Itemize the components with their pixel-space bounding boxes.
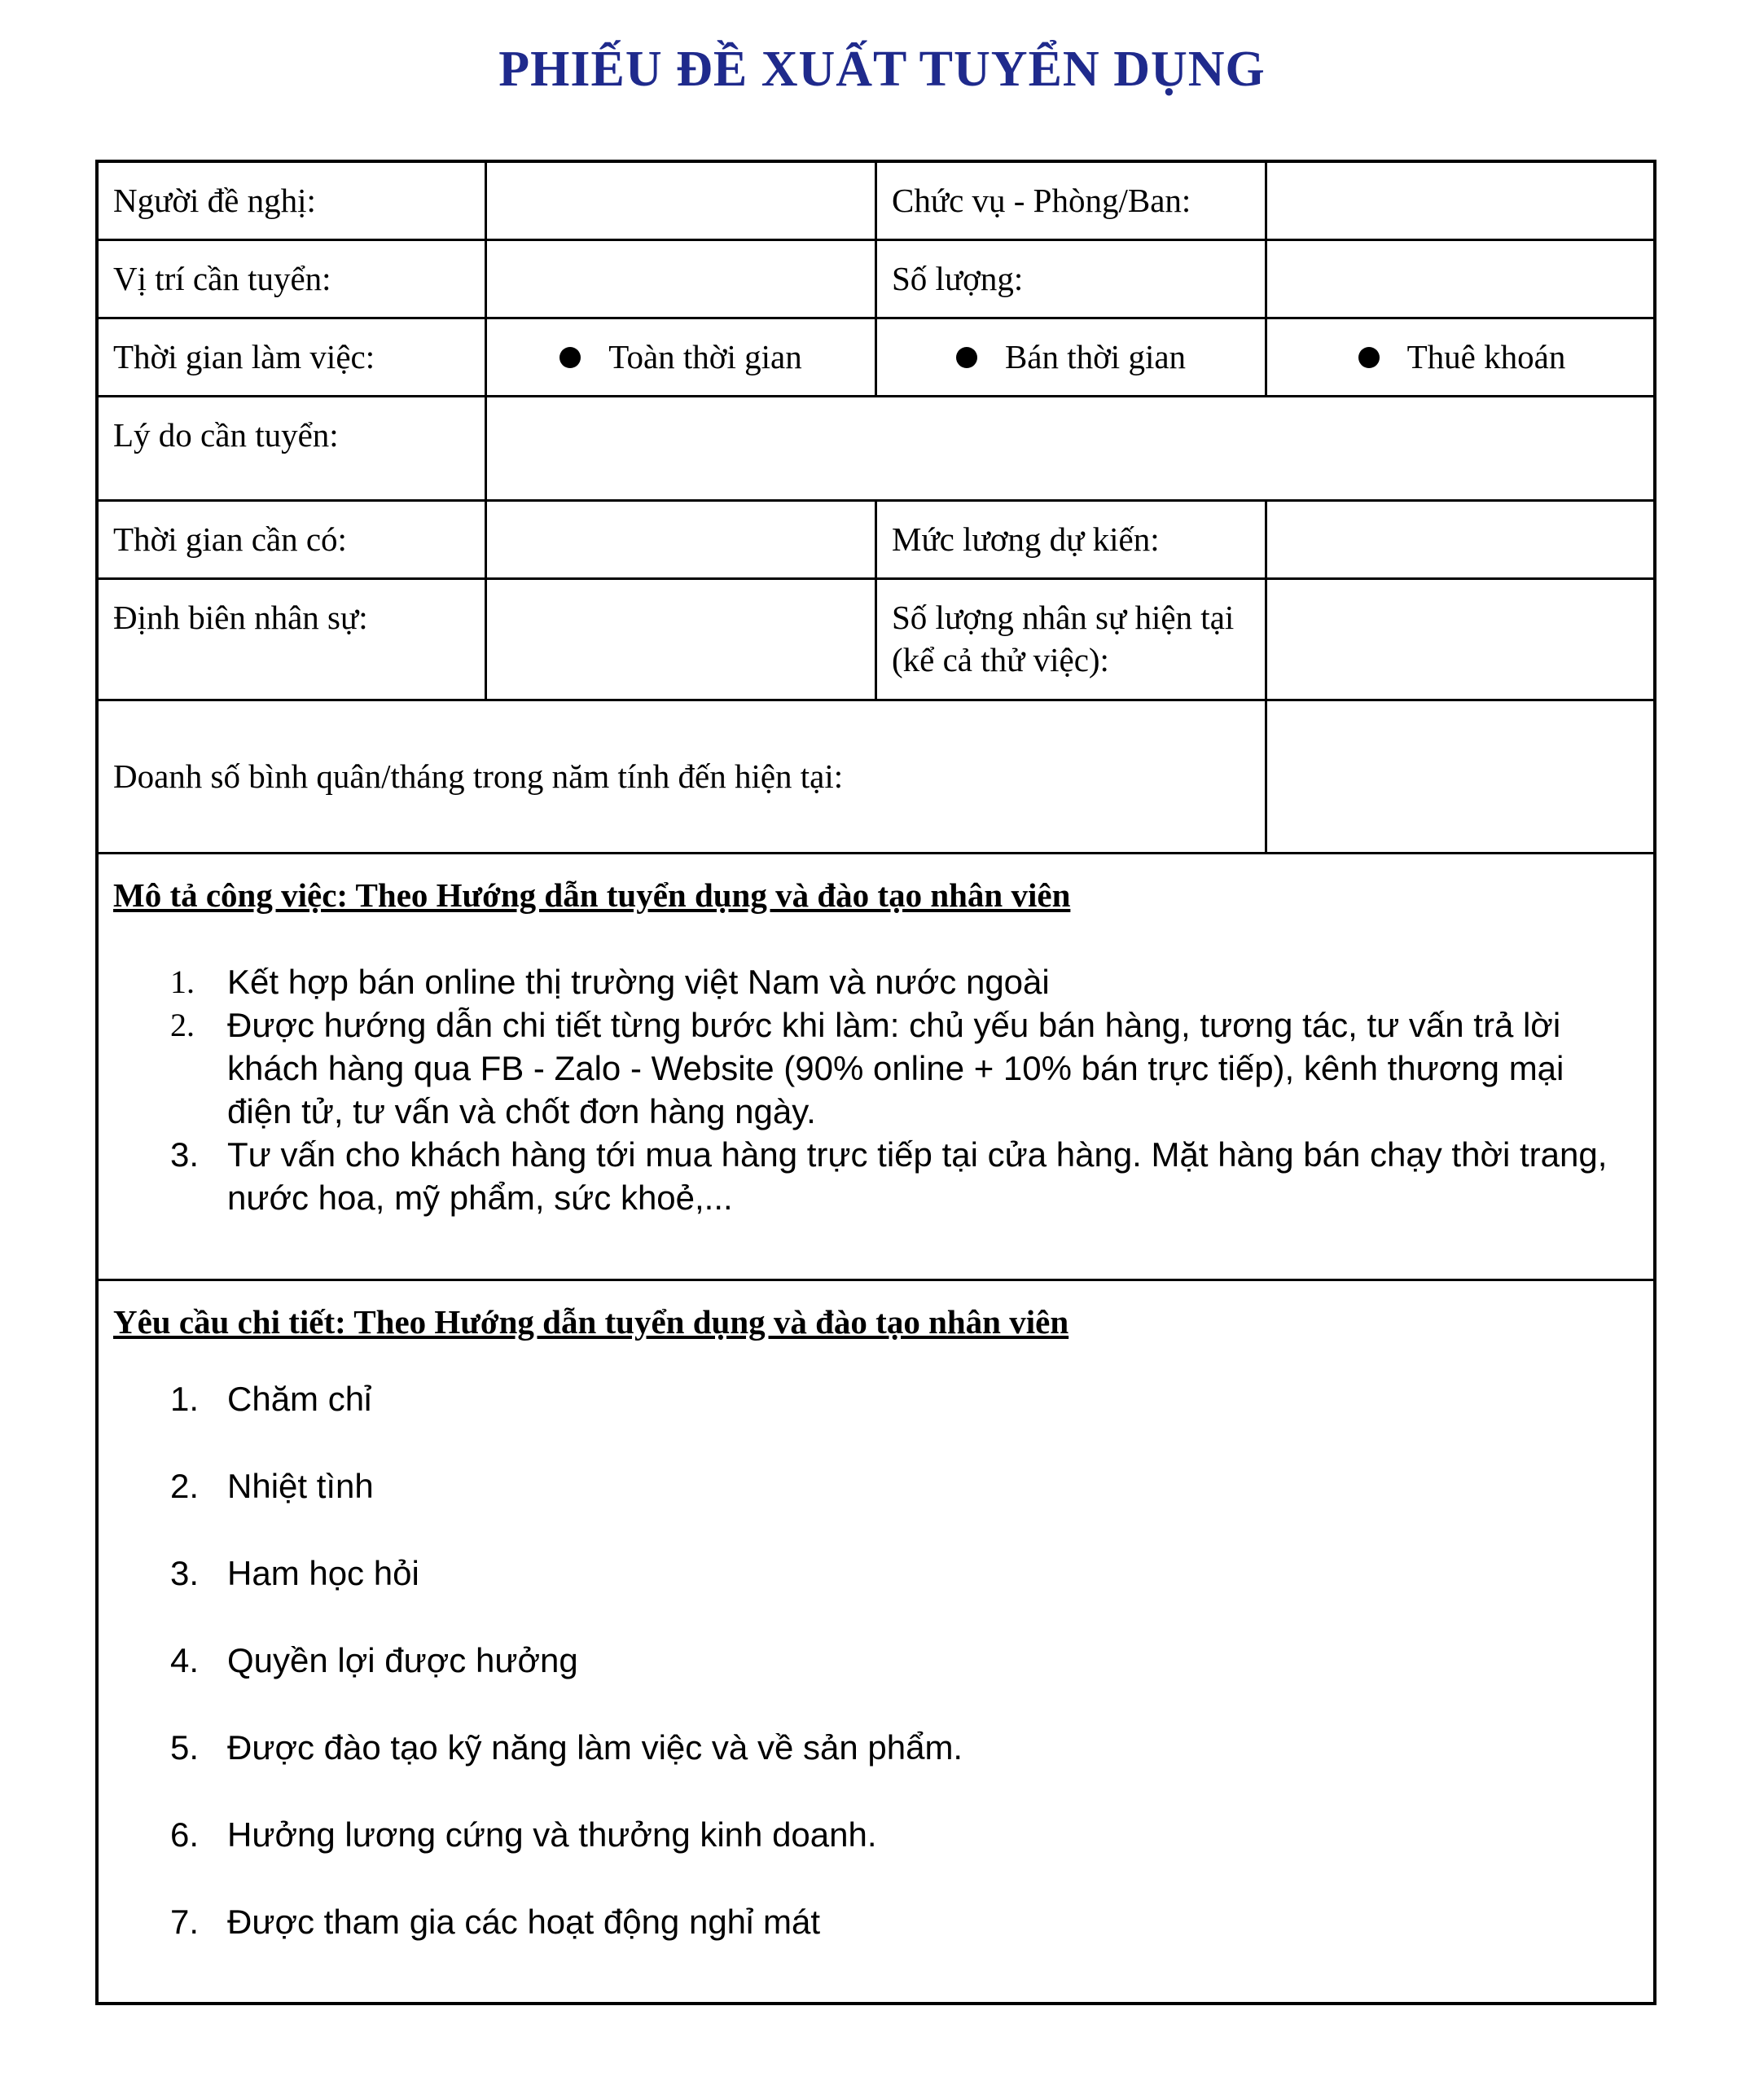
expected-salary-field[interactable]: [1267, 502, 1656, 580]
list-number: 1.: [170, 1380, 200, 1418]
list-number: 4.: [170, 1641, 200, 1679]
list-text: Quyền lợi được hưởng: [227, 1641, 578, 1679]
bullet-icon: [559, 347, 581, 368]
work-time-option-contract[interactable]: [1267, 319, 1656, 397]
page-title: PHIẾU ĐỀ XUẤT TUYỂN DỤNG: [498, 42, 1266, 97]
work-time-option-parttime[interactable]: [877, 319, 1267, 397]
list-number: 3.: [170, 1554, 200, 1592]
job-position-label: Vị trí cần tuyển:: [99, 241, 487, 319]
list-number: 6.: [170, 1815, 200, 1854]
requester-label: Người đề nghị:: [99, 163, 487, 241]
requirements-heading: Yêu cầu chi tiết: Theo Hướng dẫn tuyển dụng và đào tạo nhân viên: [113, 1303, 1069, 1341]
bullet-icon: [1358, 347, 1380, 368]
avg-revenue-label: Doanh số bình quân/tháng trong năm tính đến hiện tại:: [99, 701, 1267, 854]
list-text: Được hướng dẫn chi tiết từng bước khi làm: chủ yếu bán hàng, tương tác, tư vấn trả lời khách hàng qua FB - Zalo - Website (90% online + 10% bán trực tiếp), kênh thương mại điện tử, tư vấn và chốt đơn hàng ngày.: [227, 1006, 1564, 1130]
list-text: Chăm chỉ: [227, 1380, 372, 1418]
list-text: Hưởng lương cứng và thưởng kinh doanh.: [227, 1815, 877, 1854]
current-staff-label: Số lượng nhân sự hiện tại (kể cả thử việc):: [877, 580, 1267, 701]
list-text: Được tham gia các hoạt động nghỉ mát: [227, 1903, 821, 1941]
reason-field[interactable]: [487, 397, 1656, 502]
expected-salary-label: Mức lương dự kiến:: [877, 502, 1267, 580]
needed-time-field[interactable]: [487, 502, 877, 580]
job-description-section: [99, 854, 1656, 1281]
list-text: Được đào tạo kỹ năng làm việc và về sản phẩm.: [227, 1728, 963, 1767]
option-label: Bán thời gian: [1004, 338, 1187, 375]
list-number: 1.: [170, 963, 195, 1000]
list-text: Tư vấn cho khách hàng tới mua hàng trực tiếp tại cửa hàng. Mặt hàng bán chạy thời trang, nước hoa, mỹ phẩm, sức khoẻ,...: [227, 1135, 1608, 1217]
option-label: Toàn thời gian: [608, 338, 802, 375]
job-position-field[interactable]: [487, 241, 877, 319]
reason-label: Lý do cần tuyển:: [99, 397, 487, 502]
work-time-option-fulltime[interactable]: [487, 319, 877, 397]
list-text: Ham học hỏi: [227, 1554, 419, 1592]
staffing-label: Định biên nhân sự:: [99, 580, 487, 701]
work-time-label: Thời gian làm việc:: [99, 319, 487, 397]
requirements-section: [99, 1281, 1656, 2005]
list-number: 5.: [170, 1728, 200, 1767]
requester-field[interactable]: [487, 163, 877, 241]
quantity-field[interactable]: [1267, 241, 1656, 319]
list-text: Kết hợp bán online thị trường việt Nam và nước ngoài: [227, 963, 1050, 1001]
quantity-label: Số lượng:: [877, 241, 1267, 319]
list-number: 2.: [170, 1467, 200, 1505]
job-description-heading: Mô tả công việc: Theo Hướng dẫn tuyển dụng và đào tạo nhân viên: [113, 876, 1071, 914]
position-dept-field[interactable]: [1267, 163, 1656, 241]
avg-revenue-field[interactable]: [1267, 701, 1656, 854]
list-text: Nhiệt tình: [227, 1467, 374, 1505]
bullet-icon: [956, 347, 977, 368]
needed-time-label: Thời gian cần có:: [99, 502, 487, 580]
position-dept-label: Chức vụ - Phòng/Ban:: [877, 163, 1267, 241]
list-number: 3.: [170, 1135, 200, 1174]
recruitment-form: [95, 160, 1656, 2005]
option-label: Thuê khoán: [1406, 338, 1566, 375]
list-number: 2.: [170, 1007, 195, 1043]
current-staff-field[interactable]: [1267, 580, 1656, 701]
staffing-field[interactable]: [487, 580, 877, 701]
list-number: 7.: [170, 1903, 200, 1941]
